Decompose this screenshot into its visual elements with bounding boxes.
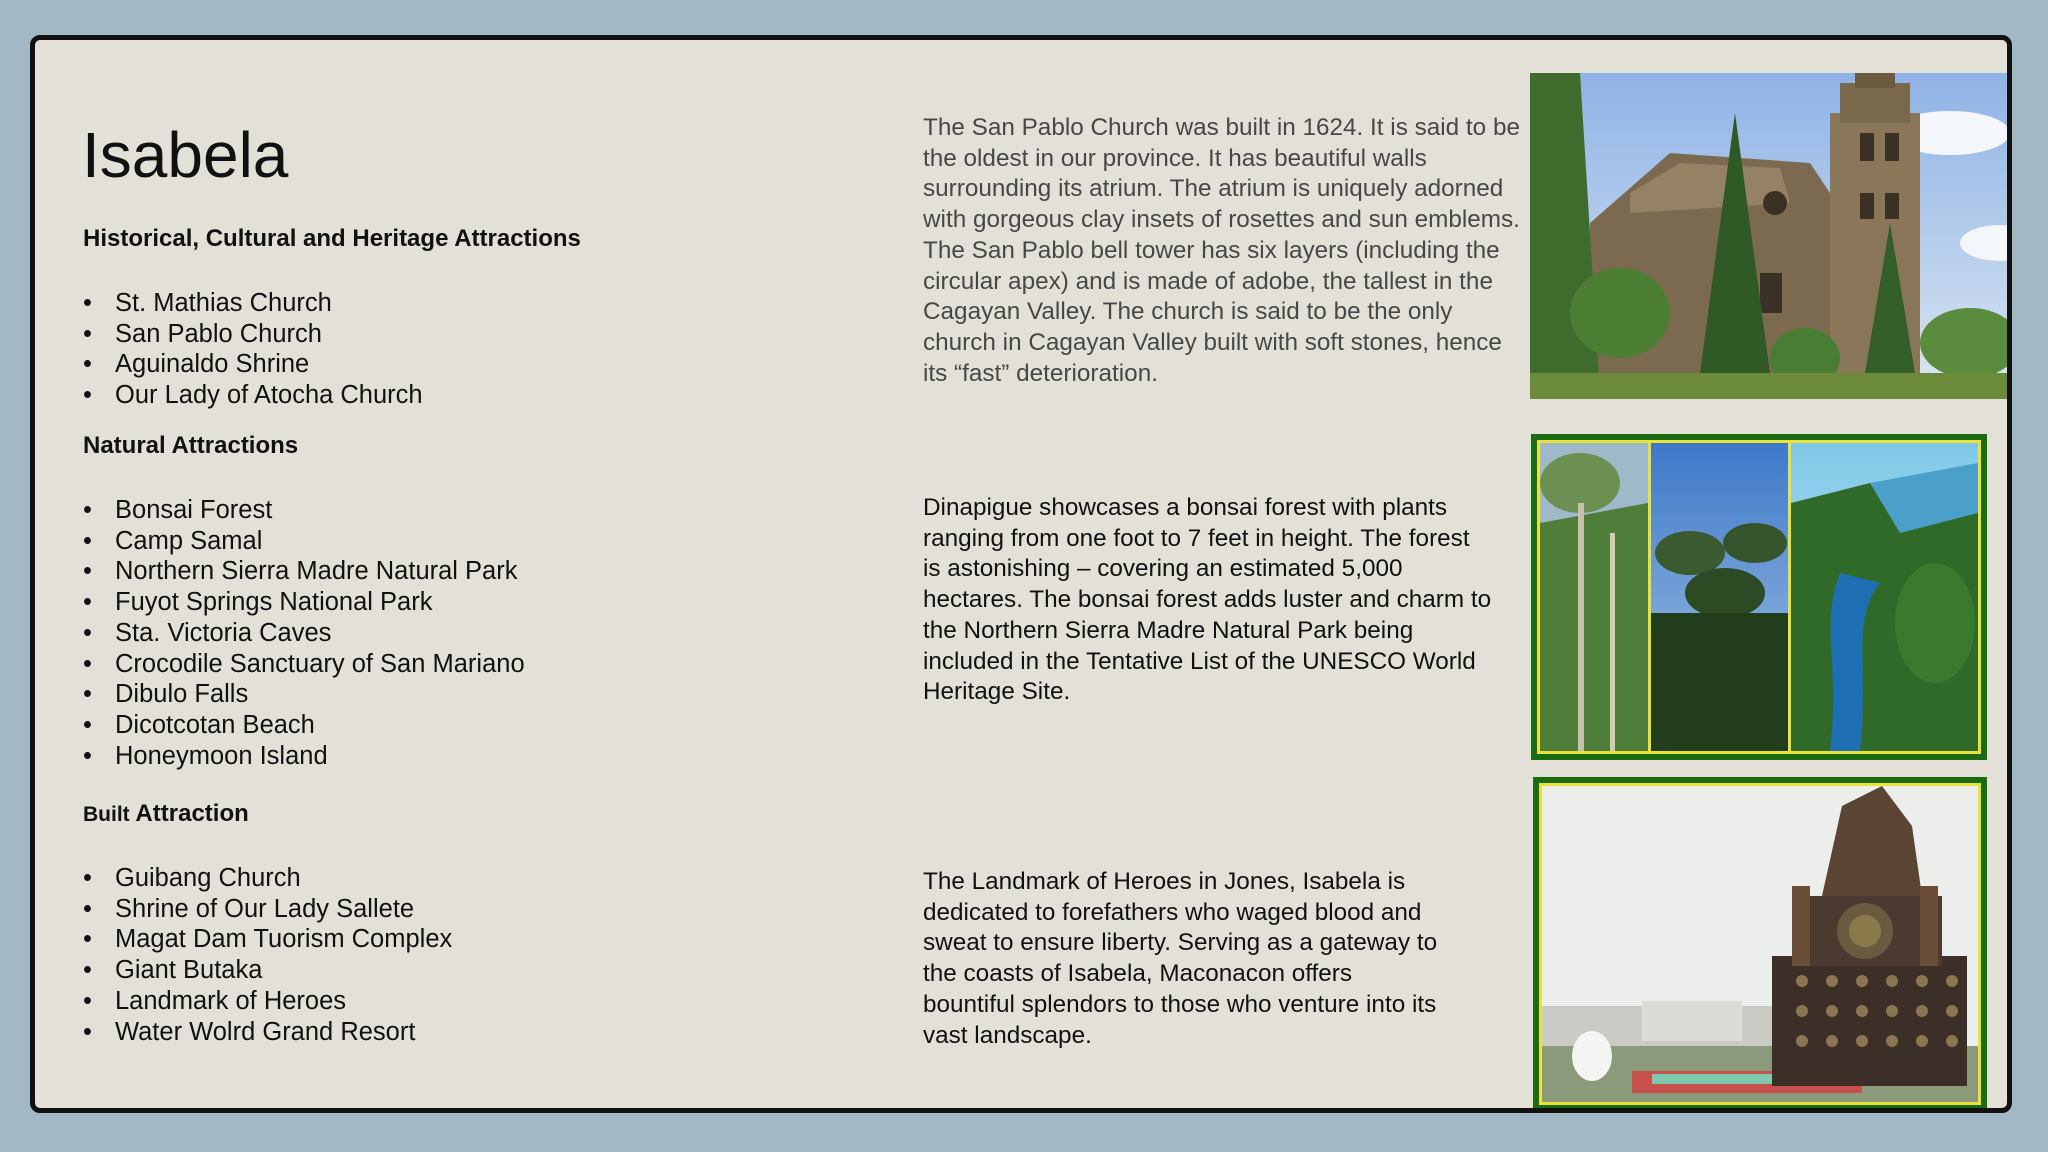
heading-natural: Natural Attractions [83,432,299,459]
list-natural [83,495,525,771]
list-item: • Guibang Church [83,863,452,894]
list-item: • Magat Dam Tuorism Complex [83,924,452,955]
list-item: • Water Wolrd Grand Resort [83,1017,452,1048]
list-item: • Giant Butaka [83,955,452,986]
list-item: • Our Lady of Atocha Church [83,380,423,411]
list-item: • Sta. Victoria Caves [83,618,525,649]
description-san-pablo: The San Pablo Church was built in 1624. It is said to be the oldest in our province. It has beautiful walls surrounding its atrium. The atrium is uniquely adorned with gorgeous clay insets of rosettes and sun emblems. The San Pablo bell tower has six layers (including the circular apex) and is made of adobe, the tallest in the Cagayan Valley. The church is said to be the only church in Cagayan Valley built with soft stones, hence its “fast” deterioration. [923,114,1520,387]
list-item: • Shrine of Our Lady Sallete [83,894,452,925]
list-historical [83,288,423,411]
list-item: • Crocodile Sanctuary of San Mariano [83,649,525,680]
list-item: • San Pablo Church [83,319,423,350]
landmark-of-heroes-photo [1533,777,1987,1111]
heading-historical: Historical, Cultural and Heritage Attractions [83,225,581,252]
list-item: • Dicotcotan Beach [83,710,525,741]
list-item: • Camp Samal [83,526,525,557]
heading-built [83,800,249,828]
list-item: • Fuyot Springs National Park [83,587,525,618]
list-item: • Dibulo Falls [83,679,525,710]
heading-built-main: Attraction [129,800,249,827]
list-item: • Bonsai Forest [83,495,525,526]
list-item: • Honeymoon Island [83,741,525,772]
description-bonsai: Dinapigue showcases a bonsai forest with plants ranging from one foot to 7 feet in height. The forest is astonishing – covering an estimated 5,000 hectares. The bonsai forest adds luster and charm to the Northern Sierra Madre Natural Park being included in the Tentative List of the UNESCO World Heritage Site. [923,494,1492,706]
page-title: Isabela [82,119,289,191]
bonsai-forest-photo [1531,434,1987,760]
description-landmark: The Landmark of Heroes in Jones, Isabela is dedicated to forefathers who waged blood and sweat to ensure liberty. Serving as a gateway to the coasts of Isabela, Maconacon offers bountiful splendors to those who venture into its vast landscape. [923,868,1438,1049]
church-photo [1530,73,2012,399]
list-item: • Aguinaldo Shrine [83,349,423,380]
slide [30,35,2012,1113]
list-built [83,863,452,1047]
list-item: • St. Mathias Church [83,288,423,319]
list-item: • Landmark of Heroes [83,986,452,1017]
heading-built-small: Built [83,803,130,826]
list-item: • Northern Sierra Madre Natural Park [83,556,525,587]
